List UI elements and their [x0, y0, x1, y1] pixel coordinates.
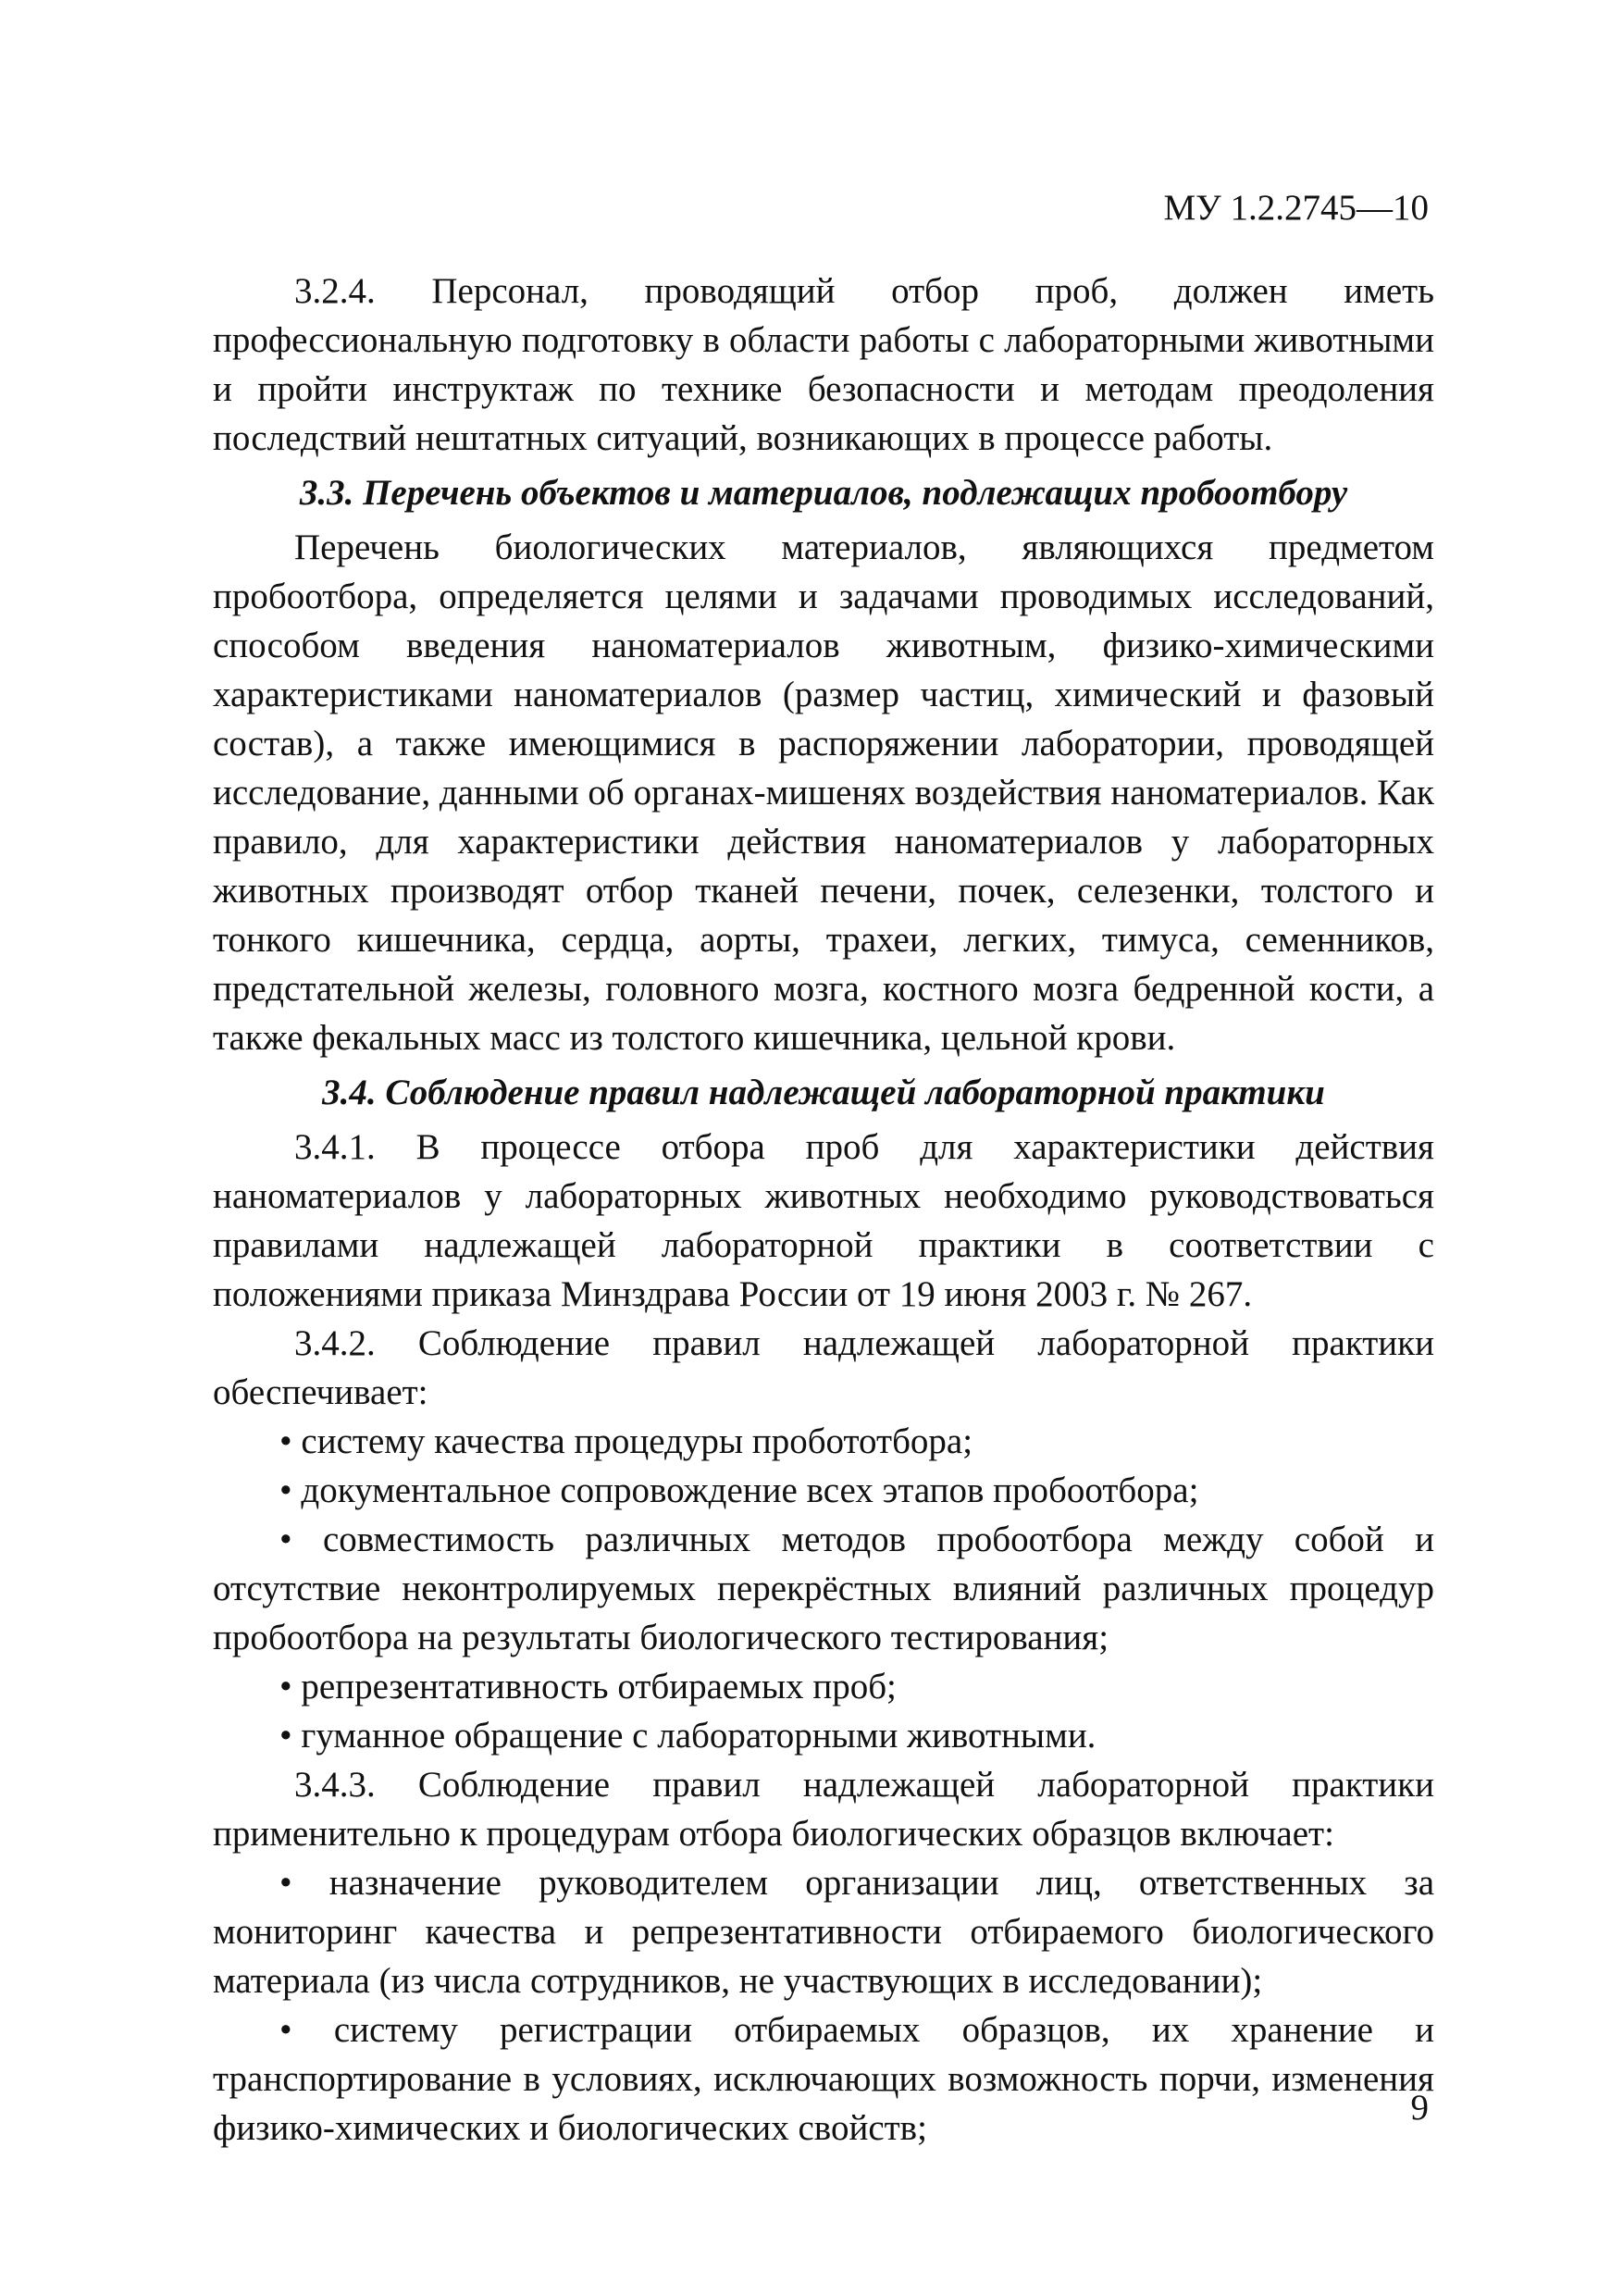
bullet-icon: • [279, 1667, 292, 1706]
document-code-header: МУ 1.2.2745—10 [1163, 188, 1429, 228]
bullet-icon: • [279, 1471, 292, 1510]
section-heading-3-4: 3.4. Соблюдение правил надлежащей лабораторной практики [322, 1073, 1325, 1112]
paragraph-3-4-3: 3.4.3. Соблюдение правил надлежащей лабораторной практики применительно к процедурам отбора биологических образцов включает: [213, 1765, 1434, 1854]
bullet-list-3-4-2 [213, 1417, 1434, 1760]
list-item [213, 1662, 1434, 1711]
bullet-icon: • [279, 1520, 292, 1559]
paragraph-3-2-4: 3.2.4. Персонал, проводящий отбор проб, должен иметь профессиональную подготовку в области работы с лабораторными животными и пройти инструктаж по технике безопасности и методам преодоления последствий нештатных ситуаций, возникающих в процессе работы. [213, 271, 1434, 458]
list-item-text: гуманное обращение с лабораторными животными. [301, 1716, 1096, 1756]
bullet-icon: • [279, 2010, 292, 2050]
paragraph-3-4-2: 3.4.2. Соблюдение правил надлежащей лабораторной практики обеспечивает: [213, 1323, 1434, 1412]
list-item [213, 1466, 1434, 1515]
bullet-icon: • [279, 1421, 292, 1461]
list-item-text: назначение руководителем организации лиц, ответственных за мониторинг качества и репрезентативности отбираемого биологического материала (из числа сотрудников, не участвующих в исследовании); [213, 1863, 1435, 2001]
list-item-text: совместимость различных методов пробоотбора между собой и отсутствие неконтролируемых перекрёстных влияний различных процедур пробоотбора на результаты биологического тестирования; [213, 1520, 1435, 1657]
bullet-list-3-4-3 [213, 1858, 1434, 2153]
list-item [213, 1417, 1434, 1466]
list-item-text: систему регистрации отбираемых образцов, их хранение и транспортирование в условиях, исключающих возможность порчи, изменения физико-химических и биологических свойств; [213, 2010, 1434, 2148]
section-heading-3-3: 3.3. Перечень объектов и материалов, подлежащих пробоотбору [299, 473, 1348, 513]
page-body [213, 267, 1434, 2153]
list-item-text: систему качества процедуры пробототбора; [301, 1421, 973, 1461]
list-item [213, 1515, 1434, 1662]
list-item [213, 2005, 1434, 2153]
list-item-text: документальное сопровождение всех этапов пробоотбора; [301, 1471, 1199, 1510]
list-item [213, 1858, 1434, 2005]
bullet-icon: • [279, 1863, 292, 1903]
bullet-icon: • [279, 1716, 292, 1756]
paragraph-3-3: Перечень биологических материалов, являющихся предметом пробоотбора, определяется целями и задачами проводимых исследований, способом введения наноматериалов животным, физико-химическими характеристиками наноматериалов (размер частиц, химический и фазовый состав), а также имеющимися в распоряжении лаборатории, проводящей исследование, данными об органах-мишенях воздействия наноматериалов. Как правило, для характеристики действия наноматериалов у лабораторных животных производят отбор тканей печени, почек, селезенки, толстого и тонкого кишечника, сердца, аорты, трахеи, легких, тимуса, семенников, предстательной железы, головного мозга, костного мозга бедренной кости, а также фекальных масс из толстого кишечника, цельной крови. [213, 527, 1434, 1058]
list-item-text: репрезентативность отбираемых проб; [301, 1667, 897, 1706]
page-number: 9 [1410, 2088, 1429, 2128]
paragraph-3-4-1: 3.4.1. В процессе отбора проб для характеристики действия наноматериалов у лабораторных животных необходимо руководствоваться правилами надлежащей лабораторной практики в соответствии с положениями приказа Минздрава России от 19 июня 2003 г. № 267. [213, 1127, 1434, 1314]
list-item [213, 1711, 1434, 1760]
